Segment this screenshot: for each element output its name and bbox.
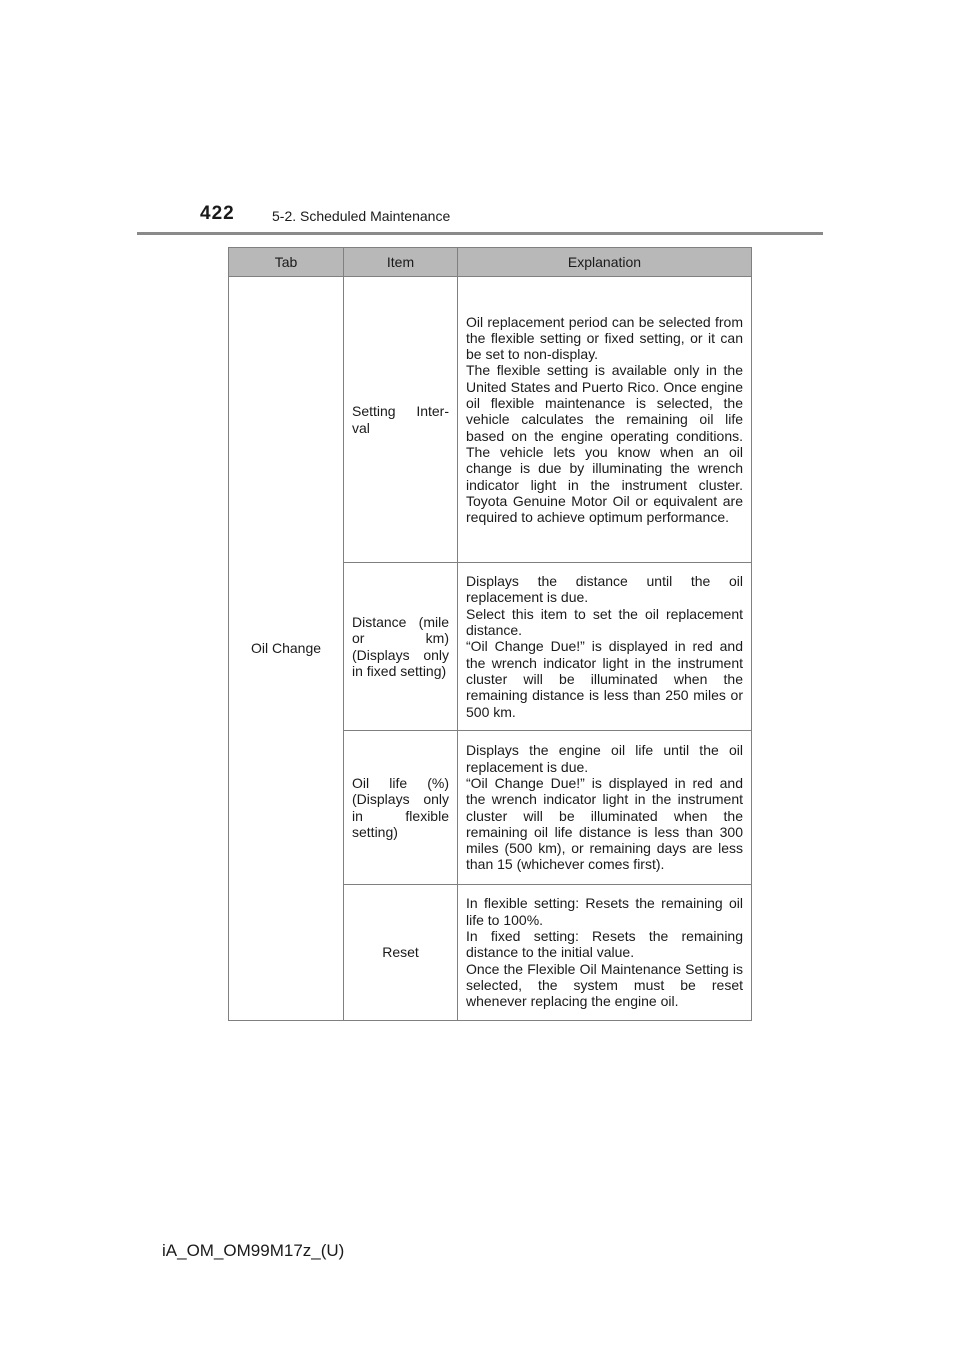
table-header-row (229, 248, 752, 277)
item-cell: Setting Inter-val (344, 277, 458, 563)
explanation-line: Select this item to set the oil replacement distance. (466, 605, 743, 639)
explanation-line: Once the Flexible Oil Maintenance Setting is selected, the system must be reset whenever replacing the engine oil. (466, 960, 743, 1010)
item-cell: Distance (mile or km) (Displays only in fixed setting) (344, 563, 458, 731)
header-rule (137, 232, 823, 235)
explanation-line: “Oil Change Due!” is displayed in red and the wrench indicator light in the instrument cluster will be illuminated when the remaining oil life distance is less than 300 miles (500 km), or remaining days are less than 15 (whichever comes first). (466, 774, 743, 873)
table-row (229, 277, 752, 563)
column-header-item: Item (344, 248, 458, 277)
explanation-line: In fixed setting: Resets the remaining distance to the initial value. (466, 928, 743, 961)
explanation-line: The flexible setting is available only in the United States and Puerto Rico. Once engine oil flexible maintenance is selected, the vehicle calculates the remaining oil life based on the engine operating conditions. The vehicle lets you know when an oil change is due by illuminating the wrench indicator light in the instrument cluster. Toyota Genuine Motor Oil or equivalent are required to achieve optimum performance. (466, 362, 743, 526)
item-cell: Oil life (%) (Displays only in flexible setting) (344, 731, 458, 885)
page-number: 422 (200, 203, 235, 224)
footer-document-code: iA_OM_OM99M17z_(U) (162, 1241, 345, 1260)
item-cell: Reset (344, 885, 458, 1021)
explanation-line: “Oil Change Due!” is displayed in red and the wrench indicator light in the instrument cluster will be illuminated when the remaining distance is less than 250 miles or 500 km. (466, 638, 743, 720)
column-header-tab: Tab (229, 248, 344, 277)
explanation-cell (458, 277, 752, 563)
column-header-explanation: Explanation (458, 248, 752, 277)
explanation-line: Displays the distance until the oil replacement is due. (466, 573, 743, 606)
explanation-line: Oil replacement period can be selected from the flexible setting or fixed setting, or it can be set to non-display. (466, 313, 743, 363)
explanation-cell (458, 885, 752, 1021)
section-title: 5-2. Scheduled Maintenance (272, 208, 451, 224)
maintenance-settings-table (228, 247, 752, 1021)
explanation-line: Displays the engine oil life until the oil replacement is due. (466, 742, 743, 775)
explanation-cell (458, 563, 752, 731)
explanation-cell (458, 731, 752, 885)
tab-cell-oil-change: Oil Change (229, 277, 344, 1021)
explanation-line: In flexible setting: Resets the remaining oil life to 100%. (466, 895, 743, 928)
